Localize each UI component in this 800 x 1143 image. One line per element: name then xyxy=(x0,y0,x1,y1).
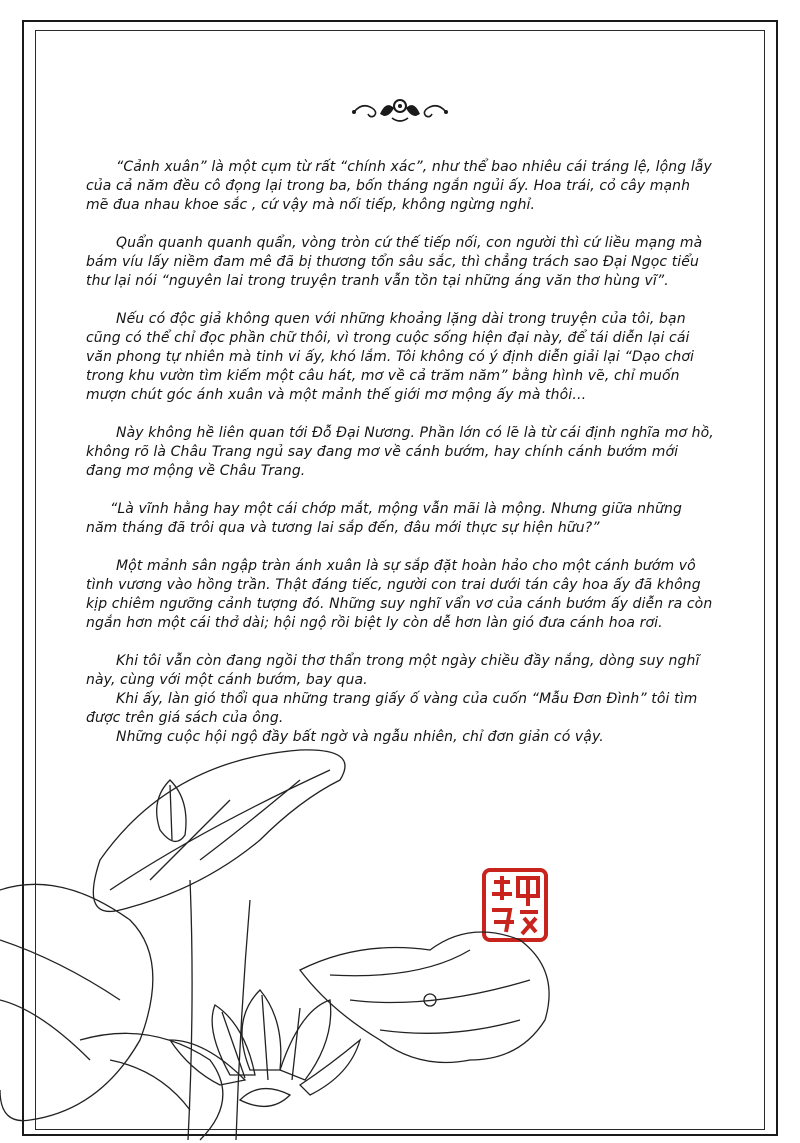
paragraph-4: Này không hề liên quan tới Đỗ Đại Nương. Phần lớn có lẽ là từ cái định nghĩa mơ hồ, không rõ là Châu Trang ngủ say đang mơ về cánh bướm, hay chính cánh bướm mới đang mơ mộng về Châu Trang. xyxy=(86,425,714,479)
paragraph-3: Nếu có độc giả không quen với những khoảng lặng dài trong truyện của tôi, bạn cũng có thể chỉ đọc phần chữ thôi, vì trong cuộc sống hiện đại này, để tái diễn lại cái văn phong tự nhiên mà tinh vi ấy, khó lắm. Tôi không có ý định diễn giải lại “Dạo chơi trong khu vườn tìm kiếm một câu hát, mơ về cả trăm năm” bằng hình vẽ, chỉ muốn mượn chút góc ánh xuân và một mảnh thế giới mơ mộng ấy mà thôi… xyxy=(86,311,695,403)
paragraph-8: Khi ấy, làn gió thổi qua những trang giấy ố vàng của cuốn “Mẫu Đơn Đình” tôi tìm được trên giá sách của ông. xyxy=(86,691,698,726)
scroll-ornament-icon xyxy=(350,94,450,124)
paragraph-2: Quẩn quanh quanh quẩn, vòng tròn cứ thế tiếp nối, con người thì cứ liều mạng mà bám víu lấy niềm đam mê đã bị thương tổn sâu sắc, thì chẳng trách sao Đại Ngọc tiểu thư lại nói “nguyên lai trong truyện tranh vẫn tồn tại những áng văn thơ hùng vĩ”. xyxy=(86,235,703,289)
quote-paragraph: “Là vĩnh hằng hay một cái chớp mắt, mộng vẫn mãi là mộng. Nhưng giữa những năm tháng đã trôi qua và tương lai sắp đến, đâu mới thực sự hiện hữu?” xyxy=(86,501,682,536)
paragraph-9: Những cuộc hội ngộ đầy bất ngờ và ngẫu nhiên, chỉ đơn giản có vậy. xyxy=(116,729,604,745)
essay-text xyxy=(86,158,716,747)
paragraph-1: “Cảnh xuân” là một cụm từ rất “chính xác”, như thể bao nhiêu cái tráng lệ, lộng lẫy của cả năm đều cô đọng lại trong ba, bốn tháng ngắn ngủi ấy. Hoa trái, cỏ cây mạnh mẽ đua nhau khoe sắc , cứ vậy mà nối tiếp, không ngừng nghỉ. xyxy=(86,159,712,213)
paragraph-7: Khi tôi vẫn còn đang ngồi thơ thẩn trong một ngày chiều đầy nắng, dòng suy nghĩ này, cùng với một cánh bướm, bay qua. xyxy=(86,653,700,688)
paragraph-6: Một mảnh sân ngập tràn ánh xuân là sự sắp đặt hoàn hảo cho một cánh bướm vô tình vương vào hồng trần. Thật đáng tiếc, người con trai dưới tán cây hoa ấy đã không kịp chiêm ngưỡng cảnh tượng đó. Những suy nghĩ vẩn vơ của cánh bướm ấy diễn ra còn ngắn hơn một cái thở dài; hội ngộ rồi biệt ly còn dễ hơn làn gió đưa cánh hoa rơi. xyxy=(86,558,713,631)
lotus-line-drawing xyxy=(0,740,800,1143)
